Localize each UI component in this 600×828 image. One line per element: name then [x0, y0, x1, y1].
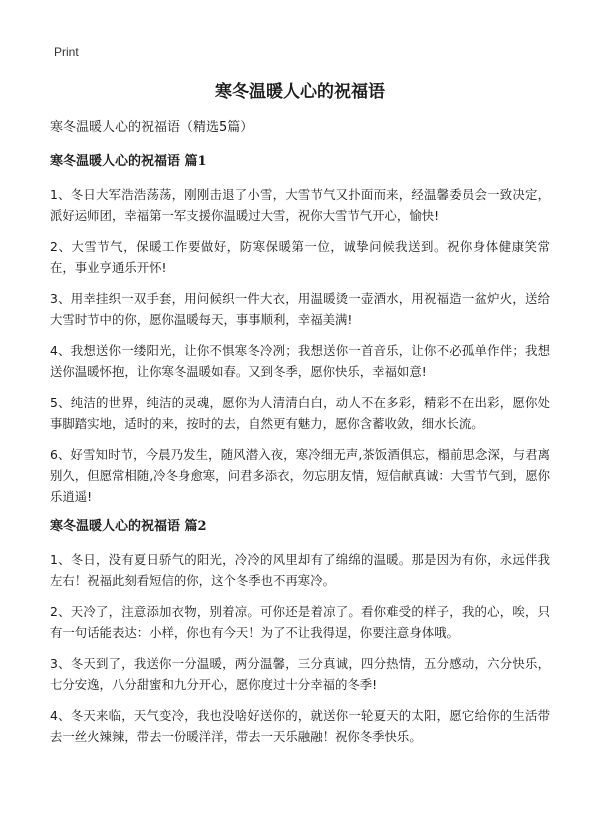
- paragraph: 2、天冷了，注意添加衣物，别着凉。可你还是着凉了。看你难受的样子，我的心，唉，只有一句话能表达：小样，你也有今天！为了不让我得逞，你要注意身体哦。: [50, 604, 550, 640]
- section-heading: 寒冬温暖人心的祝福语 篇1: [50, 154, 207, 169]
- section-1: [50, 152, 550, 507]
- paragraph: 1、冬日大军浩浩荡荡，刚刚击退了小雪，大雪节气又扑面而来，经温馨委员会一致决定，派好运师团，幸福第一军支援你温暖过大雪，祝你大雪节气开心，愉快!: [50, 187, 550, 223]
- document-title: 寒冬温暖人心的祝福语: [215, 82, 385, 102]
- section-2: [50, 517, 550, 747]
- paragraph: 1、冬日，没有夏日骄气的阳光，冷冷的风里却有了绵绵的温暖。那是因为有你，永远伴我左右！祝福此刻看短信的你，这个冬季也不再寒冷。: [50, 552, 550, 588]
- paragraph: 4、冬天来临，天气变冷，我也没啥好送你的，就送你一轮夏天的太阳，愿它给你的生活带去一丝火辣辣，带去一份暖洋洋，带去一天乐融融！祝你冬季快乐。: [50, 708, 550, 744]
- paragraph: 3、冬天到了，我送你一分温暖，两分温馨，三分真诚，四分热情，五分感动，六分快乐，七分安逸，八分甜蜜和九分开心，愿你度过十分幸福的冬季!: [50, 656, 550, 692]
- paragraph: 4、我想送你一缕阳光，让你不惧寒冬冷冽；我想送你一首音乐，让你不必孤单作伴；我想送你温暖怀抱，让你寒冬温暖如春。又到冬季，愿你快乐，幸福如意!: [50, 343, 550, 379]
- document-subtitle: 寒冬温暖人心的祝福语（精选5篇）: [50, 120, 254, 135]
- paragraph: 2、大雪节气，保暖工作要做好，防寒保暖第一位，诚挚问候我送到。祝你身体健康笑常在，事业亨通乐开怀!: [50, 239, 550, 275]
- paragraph: 5、纯洁的世界，纯洁的灵魂，愿你为人清清白白，动人不在多彩，精彩不在出彩，愿你处事脚踏实地，适时的来，按时的去，自然更有魅力，愿你含蓄收敛，细水长流。: [50, 395, 550, 431]
- print-label[interactable]: Print: [54, 45, 79, 59]
- section-heading: 寒冬温暖人心的祝福语 篇2: [50, 519, 207, 534]
- paragraph: 6、好雪知时节，今晨乃发生，随风潜入夜，寒冷细无声,茶饭酒俱忘，榻前思念深，与君离别久，但愿常相随,冷冬身愈寒，问君多添衣，勿忘朋友情，短信献真诚：大雪节气到，愿你乐逍遥!: [50, 447, 550, 504]
- paragraph: 3、用幸挂织一双手套，用问候织一件大衣，用温暖烫一壶酒水，用祝福造一盆炉火，送给大雪时节中的你，愿你温暖每天，事事顺利，幸福美满!: [50, 291, 550, 327]
